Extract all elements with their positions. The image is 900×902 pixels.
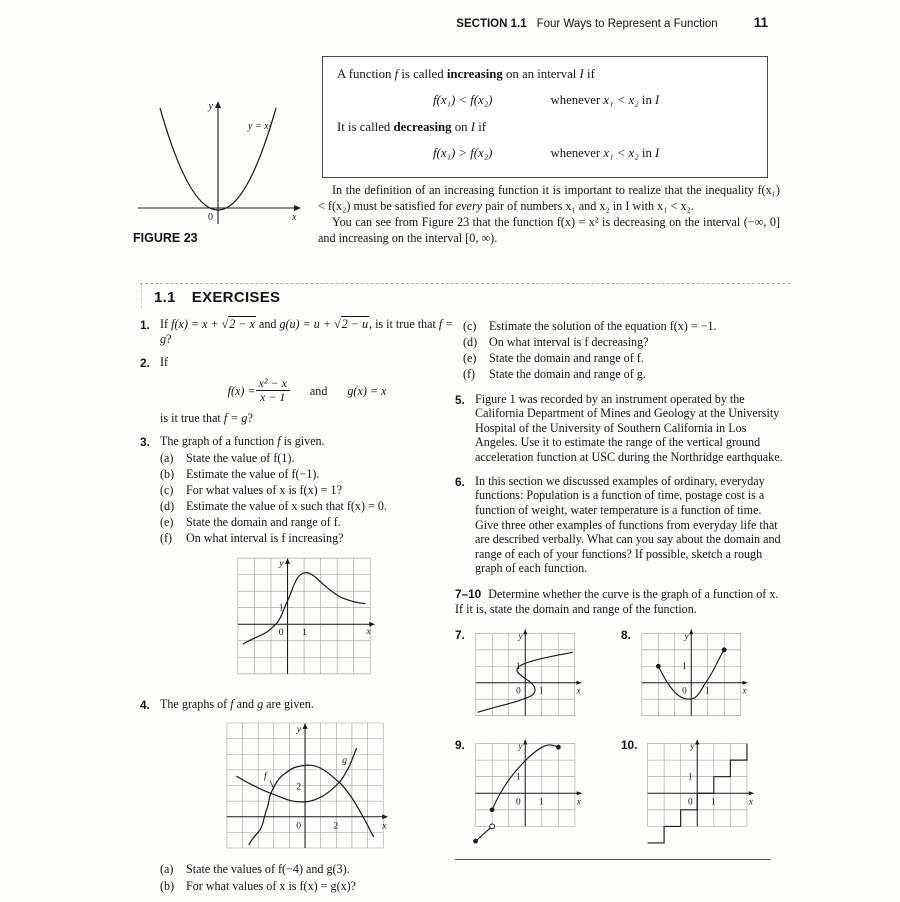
origin-label: 0 (208, 212, 213, 223)
item-label: (e) (160, 515, 174, 529)
graph-problem-10 (642, 736, 758, 845)
y-tick-1: 1 (515, 771, 521, 782)
text: and (255, 317, 280, 331)
axis-label-y: y (296, 724, 302, 736)
fraction (256, 377, 290, 405)
list-item (160, 483, 454, 498)
axis-label-x: x (576, 796, 581, 807)
term-decreasing: decreasing (393, 119, 452, 134)
axis-label-y: y (279, 557, 284, 569)
text: on (451, 119, 471, 134)
problem-body (160, 317, 454, 346)
graph-problem-4 (223, 719, 391, 852)
axis-label-x: x (742, 685, 747, 696)
problem-number: 4. (140, 697, 150, 712)
x-tick-1: 1 (711, 796, 717, 807)
origin-label: 0 (296, 820, 302, 832)
origin-label: 0 (688, 796, 694, 807)
text: If (160, 317, 172, 331)
text: if (583, 67, 595, 81)
item-label: (b) (160, 878, 175, 893)
text: in (638, 145, 656, 160)
math: f = g (160, 317, 454, 346)
text: whenever (550, 92, 604, 107)
closed-endpoint-dot (556, 745, 561, 750)
problem-body (160, 697, 454, 893)
curve-equation-label: y = x² (248, 121, 272, 132)
list-item (463, 367, 787, 382)
graph-problem-9 (470, 736, 586, 845)
axis-label-x: x (576, 685, 581, 696)
x-axis-arrow (742, 681, 747, 685)
exercises-section-number: 1.1 (154, 289, 176, 306)
item-text: On what interval is f increasing? (186, 531, 344, 546)
math: f(x) = (227, 383, 256, 398)
problem-range: 7–10 (455, 587, 482, 601)
axis-label-x: x (382, 820, 387, 832)
text: If (160, 355, 169, 370)
problem-body (160, 355, 454, 425)
x-axis-arrow (382, 815, 388, 820)
problem-intro (160, 697, 454, 712)
x-tick-1: 1 (538, 685, 544, 696)
list-item (160, 451, 454, 466)
y-axis-arrow (696, 739, 700, 745)
axis-label-y: y (518, 631, 523, 642)
origin-label: 0 (681, 685, 687, 696)
section-label: SECTION 1.1 (456, 18, 527, 30)
item-text: State the domain and range of g. (489, 366, 646, 381)
item-label: (d) (463, 334, 478, 349)
term-increasing: increasing (446, 67, 503, 81)
exercises-heading (154, 289, 280, 306)
problem-number: 8. (621, 628, 631, 643)
text: and (309, 383, 328, 398)
emphasis-every: every (455, 199, 483, 214)
axis-label-y: y (690, 741, 695, 752)
item-label: (c) (463, 318, 477, 333)
math: x₁ < x₂ (603, 92, 639, 107)
problem-number: 5. (455, 392, 465, 407)
text-line (160, 411, 454, 426)
math: f = g (223, 410, 248, 425)
text: A function (337, 67, 395, 81)
text: if (475, 119, 487, 134)
item-label: (c) (160, 482, 174, 497)
origin-label: 0 (278, 626, 284, 638)
text: It is called (337, 119, 394, 134)
item-label: (f) (463, 366, 476, 381)
math: g(x) = x (347, 383, 387, 398)
graph-cell-8 (621, 626, 787, 723)
figure-caption: FIGURE 23 (133, 231, 198, 245)
x-tick-1: 1 (302, 626, 307, 638)
exercises-top-rule (140, 283, 790, 284)
y-axis-arrow (523, 739, 527, 745)
problem-text: In this section we discussed examples of ordinary, everyday functions: Population is a function of time, postage cost is a function of weight, water temperature is a function of time. Give three other examples of functions from everyday life that are described verbally. What can you say about the domain and range of each of your functions? If possible, sketch a rough graph of each function. (475, 473, 781, 576)
text: pair of numbers x₁ and x₂ in I with x₁ < x₂. (482, 199, 694, 214)
item-text: For what values of x is f(x) = 1? (186, 482, 342, 497)
axis-label-x: x (749, 796, 754, 807)
fraction-numerator: x² − x (256, 377, 290, 391)
curve-f-label: f (264, 771, 267, 783)
math: g(u) = u + (279, 317, 335, 331)
item-text: State the value of f(1). (186, 450, 295, 465)
grid-lines (238, 558, 370, 674)
y-tick-1: 1 (688, 771, 694, 782)
radicand: 2 − x (229, 317, 255, 331)
axis-label-x: x (292, 212, 297, 223)
radical (222, 316, 256, 331)
page-number: 11 (753, 15, 768, 30)
list-item (160, 531, 454, 546)
var-I: I (655, 92, 660, 107)
curve-g (236, 748, 356, 802)
endpoint-dot (656, 664, 661, 669)
list-item (160, 879, 454, 894)
exercises-left-rule (141, 284, 142, 308)
y-axis-arrow (285, 558, 290, 564)
axis-label-y: y (684, 631, 689, 642)
item-text: On what interval is f decreasing? (489, 334, 649, 349)
graphs-row-2 (455, 736, 787, 845)
math: x₁ < x₂ (603, 145, 639, 160)
var-f: f (277, 434, 281, 449)
formula-row (160, 377, 454, 405)
problem-text: Figure 1 was recorded by an instrument operated by the California Department of Mines and Geology at the University Hospital of the University of Southern California in Los Angeles. Use it to estimate the range of the vertical ground acceleration function at USC during the Northridge earthquake. (475, 391, 783, 464)
closed-endpoint-dot (473, 839, 478, 844)
var-g: g (257, 696, 264, 711)
var-f: f (230, 696, 234, 711)
endpoint-dot (722, 648, 727, 653)
problem-3-continued (463, 319, 787, 382)
text: ? (247, 410, 253, 425)
y-tick-1: 1 (278, 602, 284, 614)
open-endpoint-dot (490, 824, 495, 829)
x-axis-arrow (294, 205, 301, 211)
x-axis-arrow (577, 791, 583, 795)
paragraph-2: You can see from Figure 23 that the function f(x) = x² is decreasing on the interval (−∞, 0] and increasing on the interval [0, ∞). (318, 215, 780, 246)
item-text: State the domain and range of f. (489, 350, 644, 365)
intro-paragraphs (318, 182, 780, 246)
condition2 (550, 146, 659, 162)
page-header (390, 15, 768, 30)
item-label: (f) (160, 531, 173, 546)
origin-label: 0 (515, 685, 521, 696)
radical (334, 316, 369, 331)
axis-label-y: y (518, 741, 523, 752)
problem-3 (140, 434, 454, 687)
text: is it true that (160, 410, 224, 425)
item-text: Estimate the value of f(−1). (186, 466, 320, 481)
var-I: I (470, 119, 476, 134)
definition-box (322, 56, 768, 178)
math: f(x) = x + (171, 317, 222, 331)
graph-problem-8 (636, 626, 752, 723)
list-item (463, 351, 787, 366)
list-item (160, 515, 454, 530)
segment-piece (475, 827, 492, 842)
y-tick-1: 1 (515, 661, 521, 672)
origin-label: 0 (515, 796, 521, 807)
problem-number: 10. (621, 738, 638, 753)
problem-6 (455, 474, 787, 576)
text: whenever (550, 145, 604, 160)
graph-problem-3 (234, 554, 380, 678)
defbox-formula1-row (337, 93, 753, 109)
directive-7-10 (455, 587, 787, 616)
text: , is it true that (369, 317, 439, 331)
var-I: I (655, 145, 660, 160)
problem-number: 3. (140, 435, 150, 450)
y-axis-arrow (303, 723, 308, 729)
text: The graph of a function (160, 434, 278, 449)
graph-problem-7 (470, 626, 586, 723)
item-text: Estimate the value of x such that f(x) = 0. (186, 498, 387, 513)
figure-23-graph (130, 96, 310, 231)
problem-number: 6. (455, 474, 465, 489)
text: The graphs of (160, 696, 231, 711)
y-axis-arrow (689, 629, 693, 634)
defbox-line2 (337, 120, 753, 136)
problem-4 (140, 697, 454, 893)
text: In the definition of an increasing function it is important to realize that the inequality f(x₁) < f(x₂) must be satisfied for (318, 183, 780, 214)
text: is given. (280, 434, 325, 449)
list-item (160, 467, 454, 482)
list-item (160, 499, 454, 514)
formula-increasing: f(x₁) < f(x₂) (433, 92, 493, 107)
problem-number: 9. (455, 738, 465, 753)
y-tick-2: 2 (296, 781, 302, 793)
x-axis-arrow (576, 681, 581, 685)
problem-5 (455, 392, 787, 465)
text: in (638, 92, 656, 107)
curve-g-label: g (342, 755, 348, 767)
curve-f (249, 766, 374, 846)
problem-number: 7. (455, 628, 465, 643)
list-item (463, 335, 787, 350)
x-tick-1: 1 (538, 796, 544, 807)
y-axis-arrow (523, 629, 527, 634)
condition1 (550, 93, 659, 109)
var-I: I (579, 67, 584, 81)
problem-body (160, 434, 454, 687)
defbox-formula2-row (337, 146, 753, 162)
item-label: (d) (160, 498, 175, 513)
axis-label-x: x (366, 625, 371, 637)
list-item (463, 319, 787, 334)
list-item (160, 862, 454, 877)
problem-1 (140, 317, 454, 346)
text: and (233, 696, 258, 711)
item-text: State the values of f(−4) and g(3). (186, 862, 350, 877)
y-tick-1: 1 (681, 661, 687, 672)
defbox-line1 (337, 67, 753, 83)
formula-decreasing: f(x₁) > f(x₂) (433, 145, 493, 160)
problem-number: 1. (140, 318, 150, 332)
item-label: (a) (160, 450, 174, 465)
closed-endpoint-dot (490, 808, 495, 813)
text: are given. (263, 696, 314, 711)
item-text: Estimate the solution of the equation f(x) = −1. (489, 318, 717, 333)
axis-label-y: y (208, 101, 213, 112)
fraction-denominator: x − 1 (260, 390, 286, 405)
radicand: 2 − u (341, 317, 369, 331)
graph-cell-10 (621, 736, 787, 845)
item-label: (b) (160, 466, 175, 481)
problem-number: 2. (140, 356, 150, 371)
graph-cell-9 (455, 736, 621, 845)
x-tick-1: 1 (704, 685, 710, 696)
section-title: Four Ways to Represent a Function (536, 18, 718, 30)
item-label: (a) (160, 862, 174, 877)
text: is called (398, 67, 447, 81)
x-axis-arrow (749, 791, 755, 795)
directive-text: Determine whether the curve is the graph of a function of x. If it is, state the domain and range of the function. (455, 587, 779, 616)
left-column (140, 317, 454, 902)
bottom-divider (455, 859, 771, 860)
text: on an interval (502, 67, 580, 81)
text: ? (166, 331, 172, 346)
var-f: f (394, 67, 399, 81)
f-label-leader (270, 781, 274, 789)
radical-sign: √ (334, 317, 341, 331)
problem-2 (140, 355, 454, 425)
paragraph-1 (318, 182, 780, 214)
graph-cell-7 (455, 626, 621, 723)
item-label: (e) (463, 350, 477, 365)
graphs-row-1 (455, 626, 787, 723)
exercises-title: EXERCISES (191, 289, 281, 306)
y-axis-arrow (215, 101, 221, 108)
x-tick-2: 2 (333, 820, 339, 832)
problem-intro (160, 434, 454, 449)
item-text: State the domain and range of f. (186, 515, 341, 529)
radical-sign: √ (221, 317, 229, 331)
item-text: For what values of x is f(x) = g(x)? (186, 878, 357, 893)
right-column (455, 317, 787, 860)
